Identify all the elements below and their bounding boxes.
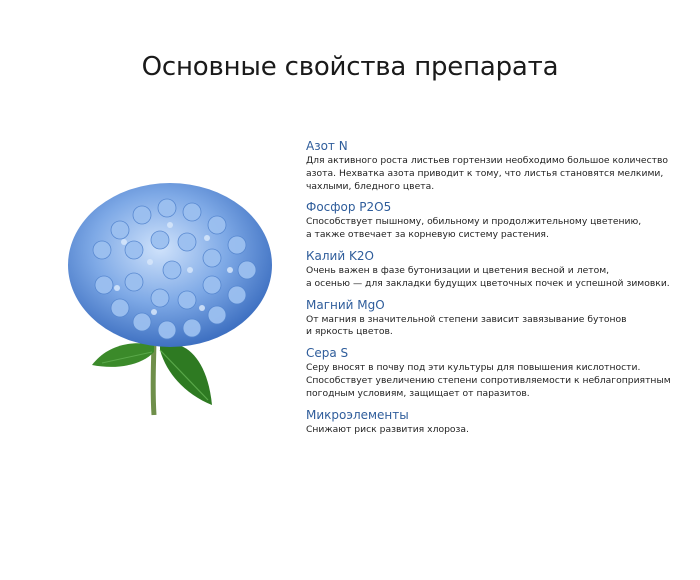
property-name: Калий K2O	[306, 248, 374, 263]
property-description	[306, 216, 686, 242]
property-item	[306, 345, 686, 400]
property-name: Микроэлементы	[306, 407, 409, 422]
property-item	[306, 199, 686, 242]
property-line: азота. Нехватка азота приводит к тому, что листья становятся мелкими,	[306, 167, 664, 179]
property-description	[306, 424, 686, 437]
page-title: Основные свойства препарата	[141, 52, 559, 82]
property-description	[306, 362, 686, 400]
property-line: а осенью — для закладки будущих цветочных почек и успешной зимовки.	[306, 277, 670, 289]
property-line: и яркость цветов.	[306, 326, 393, 338]
property-line: Способствует увеличению степени сопротивляемости к неблагоприятным	[306, 374, 671, 386]
property-line: Серу вносят в почву под эти культуры для повышения кислотности.	[306, 362, 641, 374]
property-name: Азот N	[306, 139, 348, 153]
property-name: Фосфор P2O5	[306, 200, 392, 215]
property-description	[306, 314, 686, 340]
property-line: а также отвечает за корневую систему растения.	[306, 229, 549, 241]
property-line: чахлыми, бледного цвета.	[306, 180, 435, 192]
property-name: Магний MgO	[306, 297, 385, 312]
property-line: погодным условиям, защищает от паразитов.	[306, 387, 530, 399]
property-description	[306, 265, 686, 291]
hydrangea-icon	[62, 170, 292, 420]
property-line: Способствует пышному, обильному и продолжительному цветению,	[306, 216, 642, 228]
property-name: Сера S	[306, 346, 349, 361]
property-item	[306, 138, 686, 193]
property-item	[306, 248, 686, 291]
property-line: Снижают риск развития хлороза.	[306, 423, 469, 435]
property-line: Для активного роста листьев гортензии необходимо большое количество	[306, 155, 669, 166]
property-item	[306, 297, 686, 340]
property-line: От магния в значительной степени зависит завязывание бутонов	[306, 313, 627, 325]
property-line: Очень важен в фазе бутонизации и цветения весной и летом,	[306, 264, 610, 276]
property-item	[306, 407, 686, 437]
property-description	[306, 155, 686, 193]
properties-list	[306, 138, 686, 442]
